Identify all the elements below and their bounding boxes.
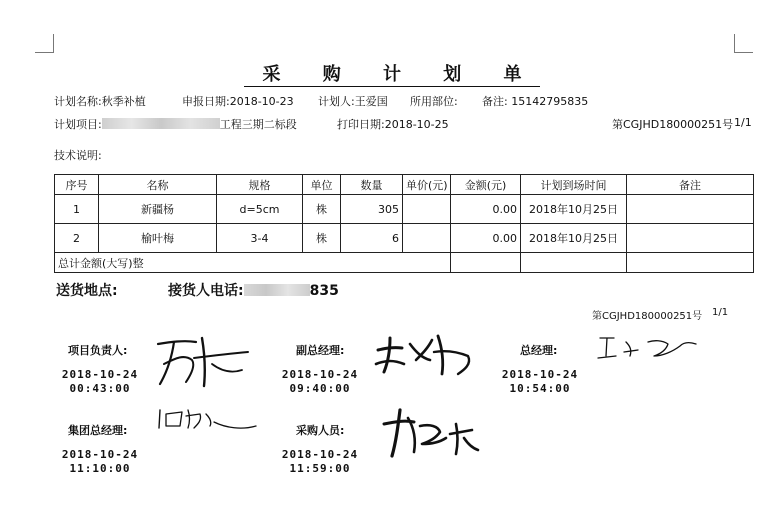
- signature-group-gm: [156, 406, 260, 434]
- cell-unit-price: [403, 224, 451, 253]
- cell-index: 1: [55, 195, 99, 224]
- header-spec: 规格: [217, 175, 303, 195]
- cell-spec: 3-4: [217, 224, 303, 253]
- approval-time-group-gm: 2018-10-24 11:10:00: [61, 448, 139, 475]
- table-row: [55, 224, 754, 253]
- cell-amount: 0.00: [451, 195, 521, 224]
- cell-name: 新疆杨: [99, 195, 217, 224]
- delivery-place-label: 送货地点:: [56, 283, 118, 299]
- approval-time-purchaser: 2018-10-24 11:59:00: [281, 448, 359, 475]
- header-unit-price: 单价(元): [403, 175, 451, 195]
- crop-mark-top-right: [734, 34, 753, 53]
- approval-label-purchaser: 采购人员:: [296, 424, 345, 437]
- crop-mark-top-left: [35, 34, 54, 53]
- header-index: 序号: [55, 175, 99, 195]
- approval-label-project-leader: 项目负责人:: [68, 344, 128, 357]
- remark: 备注: 15142795835: [482, 95, 589, 108]
- approval-time-deputy-gm: 2018-10-24 09:40:00: [281, 368, 359, 395]
- cell-amount: 0.00: [451, 224, 521, 253]
- signature-gm: [596, 332, 706, 366]
- cell-qty: 305: [341, 195, 403, 224]
- table-header-row: [55, 175, 754, 195]
- document-title: 采 购 计 划 单: [0, 60, 784, 86]
- header-unit: 单位: [303, 175, 341, 195]
- department: 所用部位:: [410, 95, 458, 108]
- cell-remark: [627, 195, 754, 224]
- plan-project: 计划项目: 工程三期二标段: [54, 118, 297, 131]
- planner: 计划人:王爱国: [318, 95, 388, 108]
- table-total-row: [55, 253, 754, 273]
- plan-name: 计划名称:秋季补植: [54, 95, 146, 108]
- signature-deputy-gm: [372, 330, 482, 380]
- signature-project-leader: [150, 330, 260, 390]
- cell-name: 榆叶梅: [99, 224, 217, 253]
- cell-index: 2: [55, 224, 99, 253]
- report-date: 申报日期:2018-10-23: [182, 95, 294, 108]
- cell-unit: 株: [303, 224, 341, 253]
- header-name: 名称: [99, 175, 217, 195]
- cell-arrival-time: 2018年10月25日: [521, 195, 627, 224]
- doc-number: 第CGJHD180000251号: [612, 118, 734, 131]
- header-qty: 数量: [341, 175, 403, 195]
- header-remark: 备注: [627, 175, 754, 195]
- approval-time-gm: 2018-10-24 10:54:00: [501, 368, 579, 395]
- footer-doc-number: 第CGJHD180000251号: [592, 311, 703, 322]
- cell-unit-price: [403, 195, 451, 224]
- header-amount: 金额(元): [451, 175, 521, 195]
- cell-unit: 株: [303, 195, 341, 224]
- total-time-cell: [521, 253, 627, 273]
- print-date: 打印日期:2018-10-25: [337, 118, 449, 131]
- approval-label-group-gm: 集团总经理:: [68, 424, 128, 437]
- purchase-table: [54, 174, 754, 273]
- signature-purchaser: [380, 404, 484, 464]
- page-number: 1/1: [734, 116, 752, 129]
- footer-page-number: 1/1: [712, 307, 729, 318]
- cell-spec: d=5cm: [217, 195, 303, 224]
- approval-label-gm: 总经理:: [520, 344, 558, 357]
- approval-time-project-leader: 2018-10-24 00:43:00: [61, 368, 139, 395]
- cell-qty: 6: [341, 224, 403, 253]
- total-amount-cell: [451, 253, 521, 273]
- cell-remark: [627, 224, 754, 253]
- cell-arrival-time: 2018年10月25日: [521, 224, 627, 253]
- header-arrival-time: 计划到场时间: [521, 175, 627, 195]
- receiver-phone: 接货人电话: 835: [168, 283, 339, 299]
- redacted-phone: [244, 284, 310, 296]
- total-amount-label: 总计金额(大写)整: [55, 253, 451, 273]
- total-remark-cell: [627, 253, 754, 273]
- approval-label-deputy-gm: 副总经理:: [296, 344, 345, 357]
- redacted-project-name: [102, 118, 220, 129]
- tech-note: 技术说明:: [54, 149, 102, 162]
- table-row: [55, 195, 754, 224]
